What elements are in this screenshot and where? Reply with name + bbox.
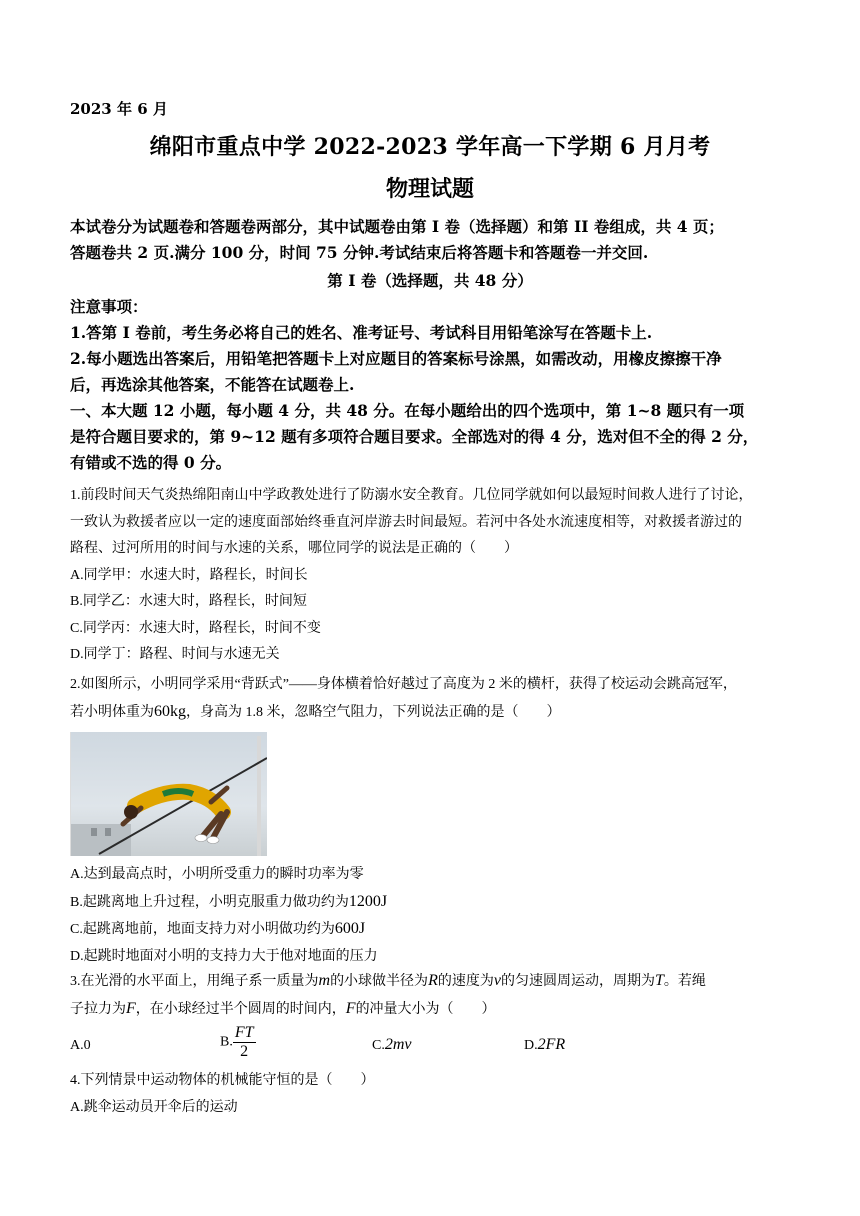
q1-option-b: B.同学乙：水速大时，路程长，时间短 [70,594,307,609]
q1-option-c: C.同学丙：水速大时，路程长，时间不变 [70,620,321,636]
q3-text-b: 的小球做半径为 [330,974,429,989]
q3-option-c-value: 2mv [384,1036,412,1053]
q3-symbol-f-2: F [345,999,356,1017]
q3-symbol-v: v [493,972,501,989]
notice-block [70,294,794,476]
q3-symbol-r: R [428,972,438,989]
q2-option-b-value: 1200J [348,892,388,910]
q3-line-1 [70,968,798,996]
q3-text-h: 的冲量大小为（ ） [355,1001,496,1017]
q2-option-a: A.达到最高点时，小明所受重力的瞬时功率为零 [70,867,364,882]
q2-line-2 [70,699,798,727]
question-1 [70,483,798,669]
exam-date: 2023 年 6 月 [70,100,168,118]
q3-line-2 [70,996,798,1024]
intro-line-2: 答题卷共 2 页.满分 100 分，时间 75 分钟.考试结束后将答题卡和答题卷一并交回. [70,243,649,262]
q2-option-c-value: 600J [334,920,366,937]
q3-symbol-f: F [126,999,136,1017]
q3-option-c [372,1036,412,1054]
q3-text-c: 的速度为 [437,974,494,989]
section-1-line-a: 一、本大题 12 小题，每小题 4 分，共 48 分。在每小题给出的四个选项中，第 1~8 题只有一项 [70,401,745,420]
question-2-options [70,862,798,970]
notice-item-2b: 后，再选涂其他答案，不能答在试题卷上. [70,375,355,394]
notice-item-2a: 2.每小题选出答案后，用铅笔把答题卡上对应题目的答案标号涂黑，如需改动，用橡皮擦擦干净 [70,349,722,368]
q2-option-d: D.起跳时地面对小明的支持力大于他对地面的压力 [70,948,378,964]
q1-line-2: 一致认为救援者应以一定的速度面部始终垂直河岸游去时间最短。若河中各处水流速度相等，对救援者游过的 [70,514,742,530]
q3-symbol-t: T [654,972,664,989]
exam-title: 绵阳市重点中学 2022-2023 学年高一下学期 6 月月考 [149,134,711,160]
notice-label: 注意事项： [70,297,148,316]
q2-option-b-text: B.起跳离地上升过程，小明克服重力做功约为 [70,894,349,910]
q3-text-d: 的匀速圆周运动，周期为 [500,974,655,989]
q2-line-1: 2.如图所示，小明同学采用“背跃式”——身体横着恰好越过了高度为 2 米的横杆，获得了校运动会跳高冠军， [70,677,737,692]
section-1-line-c: 有错或不选的得 0 分。 [70,453,232,472]
question-2 [70,672,798,726]
q1-option-a: A.同学甲：水速大时，路程长，时间长 [70,567,308,583]
q2-line-2-post: ，身高为 1.8 米，忽略空气阻力，下列说法正确的是（ ） [186,704,561,720]
intro-line-1: 本试卷分为试题卷和答题卷两部分，其中试题卷由第 I 卷（选择题）和第 II 卷组成，共 4 页； [70,217,724,236]
q2-mass-value: 60kg [154,702,186,720]
question-4 [70,1068,798,1121]
q4-option-a: A.跳伞运动员开伞后的运动 [70,1099,238,1115]
q3-option-d-label: D. [524,1038,538,1053]
notice-item-1: 1.答第 I 卷前，考生务必将自己的姓名、准考证号、考试科目用铅笔涂写在答题卡上. [70,323,653,342]
q3-text-a: 3.在光滑的水平面上，用绳子系一质量为 [70,974,319,989]
q2-option-b [70,889,798,917]
high-jump-photo [70,732,267,856]
exam-subject: 物理试题 [385,176,474,202]
q3-option-c-label: C. [372,1038,385,1053]
q1-option-d: D.同学丁：路程、时间与水速无关 [70,647,280,662]
q3-option-b-numerator: FT [234,1024,254,1041]
q2-option-c [70,916,798,944]
q4-line-1: 4.下列情景中运动物体的机械能守恒的是（ ） [70,1073,375,1088]
question-3 [70,968,798,1023]
q2-option-c-text: C.起跳离地前，地面支持力对小明做功约为 [70,922,335,937]
q1-line-1: 1.前段时间天气炎热绵阳南山中学政教处进行了防溺水安全教育。几位同学就如何以最短时间救人进行了讨论， [70,488,753,503]
part1-heading: 第 I 卷（选择题，共 48 分） [327,271,533,290]
q3-option-b-fraction [233,1024,256,1061]
q3-option-d-value: 2FR [537,1036,566,1053]
q1-line-3: 路程、过河所用的时间与水速的关系，哪位同学的说法是正确的（ ） [70,541,518,556]
section-1-line-b: 是符合题目要求的，第 9~12 题有多项符合题目要求。全部选对的得 4 分，选对但不全的得 2 分， [70,427,759,446]
q3-option-a: A.0 [70,1038,91,1053]
q3-text-g: ，在小球经过半个圆周的时间内， [135,1001,346,1017]
q2-line-2-pre: 若小明体重为 [70,704,154,720]
q3-option-b [220,1024,256,1061]
intro-paragraph [70,214,794,266]
q3-option-b-label: B. [220,1034,233,1050]
q3-text-e: 。若绳 [663,974,706,989]
q3-text-f: 子拉力为 [70,1001,126,1017]
q3-option-b-denominator: 2 [240,1043,249,1060]
q3-option-d [524,1036,565,1054]
q3-symbol-m: m [318,972,331,989]
